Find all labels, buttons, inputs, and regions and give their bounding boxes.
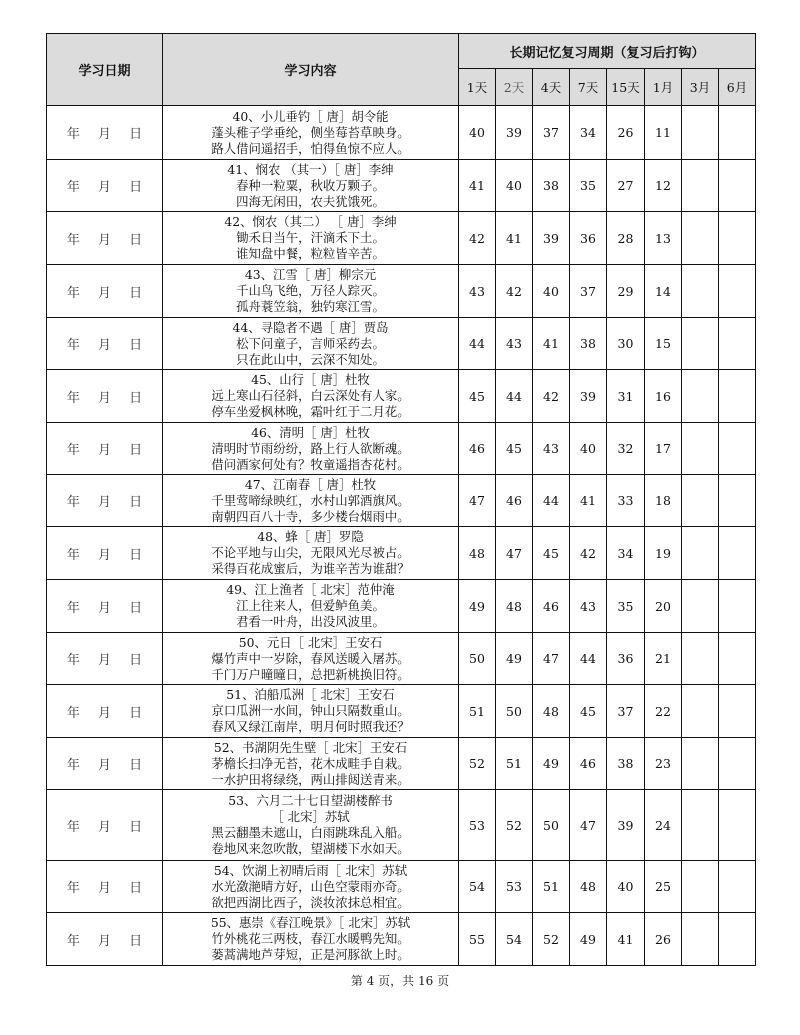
review-check-cell[interactable]: 53 xyxy=(459,790,496,861)
poem-title: 47、江南春［ 唐］杜牧 xyxy=(244,476,377,492)
table-row xyxy=(47,861,756,913)
poem-title: 51、泊船瓜洲［ 北宋］王安石 xyxy=(226,687,395,702)
review-check-cell[interactable]: 11 xyxy=(645,106,682,160)
review-check-cell[interactable] xyxy=(682,861,719,913)
poem-line: 千门万户曈曈日，总把新桃换旧符。 xyxy=(211,666,410,682)
poem-line: 君看一叶舟，出没风波里。 xyxy=(236,614,385,629)
review-check-cell[interactable]: 27 xyxy=(607,160,645,212)
poem-content-cell xyxy=(163,913,459,966)
date-cell[interactable]: 年 月 日 xyxy=(47,475,163,527)
table-row xyxy=(47,423,756,475)
poem-title: 53、六月二十七日望湖楼醉书 xyxy=(228,793,393,808)
review-check-cell[interactable]: 44 xyxy=(496,370,533,423)
table-row xyxy=(47,475,756,527)
review-check-cell[interactable]: 33 xyxy=(607,475,645,527)
review-check-cell[interactable]: 42 xyxy=(459,212,496,265)
poem-line: 松下问童子，言师采药去。 xyxy=(236,335,385,351)
review-check-cell[interactable]: 42 xyxy=(570,527,607,580)
review-check-cell[interactable] xyxy=(682,685,719,738)
review-check-cell[interactable]: 39 xyxy=(607,790,645,861)
review-check-cell[interactable] xyxy=(719,106,756,160)
review-check-cell[interactable] xyxy=(719,265,756,318)
review-check-cell[interactable] xyxy=(682,423,719,475)
poem-line: 一水护田将绿绕，两山排闼送青来。 xyxy=(211,771,410,787)
poem-content-cell xyxy=(163,212,459,265)
review-check-cell[interactable] xyxy=(682,212,719,265)
poem-content-cell xyxy=(163,423,459,475)
table-row xyxy=(47,633,756,685)
date-cell[interactable]: 年 月 日 xyxy=(47,370,163,423)
header-period-3m: 3月 xyxy=(682,69,719,106)
table-row xyxy=(47,790,756,861)
review-check-cell[interactable]: 46 xyxy=(496,475,533,527)
review-check-cell[interactable] xyxy=(682,265,719,318)
review-check-cell[interactable]: 39 xyxy=(496,106,533,160)
review-check-cell[interactable] xyxy=(719,160,756,212)
review-check-cell[interactable]: 40 xyxy=(496,160,533,212)
poem-line: 黑云翻墨未遮山，白雨跳珠乱入船。 xyxy=(211,825,410,840)
review-check-cell[interactable]: 41 xyxy=(607,913,645,966)
review-check-cell[interactable]: 30 xyxy=(607,318,645,370)
review-check-cell[interactable]: 48 xyxy=(459,527,496,580)
poem-title: 52、书湖阴先生壁［ 北宋］王安石 xyxy=(213,739,408,755)
review-check-cell[interactable]: 29 xyxy=(607,265,645,318)
review-check-cell[interactable]: 45 xyxy=(570,685,607,738)
poem-title: 46、清明［ 唐］杜牧 xyxy=(251,424,370,440)
table-row xyxy=(47,527,756,580)
review-check-cell[interactable]: 38 xyxy=(570,318,607,370)
review-check-cell[interactable]: 51 xyxy=(496,738,533,790)
review-check-cell[interactable] xyxy=(719,527,756,580)
review-check-cell[interactable] xyxy=(719,633,756,685)
poem-line: 茅檐长扫净无苔，花木成畦手自栽。 xyxy=(211,755,410,771)
table-row xyxy=(47,212,756,265)
poem-line: 孤舟蓑笠翁，独钓寒江雪。 xyxy=(236,299,385,314)
review-check-cell[interactable]: 48 xyxy=(570,861,607,913)
review-check-cell[interactable]: 41 xyxy=(570,475,607,527)
review-check-cell[interactable]: 34 xyxy=(607,527,645,580)
table-row xyxy=(47,580,756,633)
review-check-cell[interactable]: 44 xyxy=(533,475,570,527)
poem-content-cell xyxy=(163,633,459,685)
review-check-cell[interactable] xyxy=(719,738,756,790)
review-check-cell[interactable] xyxy=(682,790,719,861)
review-check-cell[interactable] xyxy=(682,738,719,790)
poem-line: 春种一粒粟，秋收万颗子。 xyxy=(236,177,385,193)
poem-title: 41、悯农 （其一）［ 唐］李绅 xyxy=(227,161,394,177)
review-check-cell[interactable]: 39 xyxy=(533,212,570,265)
review-check-cell[interactable]: 45 xyxy=(533,527,570,580)
review-check-cell[interactable] xyxy=(719,685,756,738)
review-check-cell[interactable]: 50 xyxy=(533,790,570,861)
review-check-cell[interactable]: 17 xyxy=(645,423,682,475)
poem-line: 远上寒山石径斜，白云深处有人家。 xyxy=(211,388,410,403)
poem-line: 借问酒家何处有？牧童遥指杏花村。 xyxy=(211,456,410,472)
review-check-cell[interactable]: 46 xyxy=(533,580,570,633)
date-cell[interactable]: 年 月 日 xyxy=(47,738,163,790)
poem-line: 采得百花成蜜后，为谁辛苦为谁甜？ xyxy=(211,561,410,576)
review-check-cell[interactable] xyxy=(719,212,756,265)
table-body xyxy=(47,106,756,966)
review-check-cell[interactable]: 49 xyxy=(496,633,533,685)
review-check-cell[interactable]: 46 xyxy=(570,738,607,790)
review-check-cell[interactable]: 22 xyxy=(645,685,682,738)
review-schedule-table xyxy=(46,33,756,966)
date-cell[interactable]: 年 月 日 xyxy=(47,106,163,160)
poem-content-cell xyxy=(163,475,459,527)
review-check-cell[interactable]: 31 xyxy=(607,370,645,423)
review-check-cell[interactable]: 34 xyxy=(570,106,607,160)
poem-title: 55、惠崇《春江晚景》［ 北宋］苏轼 xyxy=(210,915,411,930)
poem-line: 停车坐爱枫林晚，霜叶红于二月花。 xyxy=(211,404,410,419)
poem-line: 只在此山中，云深不知处。 xyxy=(236,351,385,367)
poem-content-cell xyxy=(163,160,459,212)
review-check-cell[interactable]: 51 xyxy=(533,861,570,913)
poem-line: 江上往来人，但爱鲈鱼美。 xyxy=(236,598,385,613)
date-cell[interactable]: 年 月 日 xyxy=(47,318,163,370)
review-check-cell[interactable]: 37 xyxy=(570,265,607,318)
review-check-cell[interactable] xyxy=(682,580,719,633)
table-row xyxy=(47,160,756,212)
header-period-15d: 15天 xyxy=(607,69,645,106)
review-check-cell[interactable]: 41 xyxy=(496,212,533,265)
review-check-cell[interactable]: 39 xyxy=(570,370,607,423)
poem-line: 路人借问遥招手，怕得鱼惊不应人。 xyxy=(211,140,410,156)
review-check-cell[interactable]: 45 xyxy=(459,370,496,423)
review-check-cell[interactable]: 14 xyxy=(645,265,682,318)
review-check-cell[interactable]: 48 xyxy=(533,685,570,738)
review-check-cell[interactable]: 21 xyxy=(645,633,682,685)
review-check-cell[interactable] xyxy=(682,527,719,580)
poem-line: 不论平地与山尖，无限风光尽被占。 xyxy=(211,545,410,560)
poem-content-cell xyxy=(163,861,459,913)
poem-line: 四海无闲田，农夫犹饿死。 xyxy=(236,193,385,209)
review-check-cell[interactable]: 37 xyxy=(533,106,570,160)
review-check-cell[interactable]: 47 xyxy=(496,527,533,580)
poem-title: 43、江雪［ 唐］柳宗元 xyxy=(244,267,377,282)
review-check-cell[interactable] xyxy=(719,475,756,527)
poem-line: 蒌蒿满地芦芽短，正是河豚欲上时。 xyxy=(211,947,410,962)
review-check-cell[interactable]: 20 xyxy=(645,580,682,633)
review-check-cell[interactable] xyxy=(682,106,719,160)
poem-title: 48、蜂［ 唐］罗隐 xyxy=(257,529,364,544)
poem-line: 千里莺啼绿映红，水村山郭酒旗风。 xyxy=(211,492,410,508)
review-check-cell[interactable]: 43 xyxy=(496,318,533,370)
header-study-content: 学习内容 xyxy=(163,34,459,106)
review-check-cell[interactable] xyxy=(682,370,719,423)
review-check-cell[interactable]: 49 xyxy=(533,738,570,790)
poem-line: 竹外桃花三两枝，春江水暖鸭先知。 xyxy=(211,931,410,946)
poem-content-cell xyxy=(163,370,459,423)
review-check-cell[interactable]: 44 xyxy=(570,633,607,685)
review-check-cell[interactable]: 49 xyxy=(570,913,607,966)
table-row xyxy=(47,370,756,423)
review-check-cell[interactable]: 18 xyxy=(645,475,682,527)
review-check-cell[interactable]: 36 xyxy=(570,212,607,265)
review-check-cell[interactable]: 26 xyxy=(645,913,682,966)
review-check-cell[interactable]: 28 xyxy=(607,212,645,265)
review-check-cell[interactable] xyxy=(682,633,719,685)
poem-line: 谁知盘中餐，粒粒皆辛苦。 xyxy=(236,246,385,261)
date-cell[interactable]: 年 月 日 xyxy=(47,790,163,861)
review-check-cell[interactable] xyxy=(719,790,756,861)
review-check-cell[interactable] xyxy=(719,913,756,966)
poem-content-cell xyxy=(163,106,459,160)
header-period-1m: 1月 xyxy=(645,69,682,106)
review-check-cell[interactable]: 32 xyxy=(607,423,645,475)
poem-content-cell xyxy=(163,685,459,738)
header-study-date: 学习日期 xyxy=(47,34,163,106)
poem-title: 44、寻隐者不遇［ 唐］贾岛 xyxy=(232,319,389,335)
review-check-cell[interactable]: 41 xyxy=(459,160,496,212)
review-check-cell[interactable]: 13 xyxy=(645,212,682,265)
review-check-cell[interactable]: 43 xyxy=(459,265,496,318)
review-check-cell[interactable]: 53 xyxy=(496,861,533,913)
review-check-cell[interactable]: 45 xyxy=(496,423,533,475)
review-check-cell[interactable]: 49 xyxy=(459,580,496,633)
review-check-cell[interactable]: 40 xyxy=(570,423,607,475)
review-check-cell[interactable]: 52 xyxy=(459,738,496,790)
review-check-cell[interactable]: 40 xyxy=(459,106,496,160)
poem-line: 清明时节雨纷纷，路上行人欲断魂。 xyxy=(211,440,410,456)
review-check-cell[interactable]: 52 xyxy=(496,790,533,861)
review-check-cell[interactable]: 41 xyxy=(533,318,570,370)
date-cell[interactable]: 年 月 日 xyxy=(47,633,163,685)
poem-title: 49、江上渔者［ 北宋］范仲淹 xyxy=(226,582,395,597)
poem-content-cell xyxy=(163,527,459,580)
date-cell[interactable]: 年 月 日 xyxy=(47,423,163,475)
review-check-cell[interactable]: 51 xyxy=(459,685,496,738)
poem-line: 锄禾日当午，汗滴禾下土。 xyxy=(236,230,385,245)
review-check-cell[interactable]: 43 xyxy=(533,423,570,475)
poem-line: 春风又绿江南岸，明月何时照我还？ xyxy=(211,719,410,734)
review-check-cell[interactable]: 42 xyxy=(496,265,533,318)
review-check-cell[interactable] xyxy=(719,861,756,913)
table-row xyxy=(47,318,756,370)
date-cell[interactable]: 年 月 日 xyxy=(47,685,163,738)
date-cell[interactable]: 年 月 日 xyxy=(47,580,163,633)
review-check-cell[interactable]: 19 xyxy=(645,527,682,580)
review-check-cell[interactable] xyxy=(719,318,756,370)
review-check-cell[interactable]: 25 xyxy=(645,861,682,913)
review-check-cell[interactable] xyxy=(682,913,719,966)
date-cell[interactable]: 年 月 日 xyxy=(47,160,163,212)
review-check-cell[interactable]: 47 xyxy=(533,633,570,685)
table-row xyxy=(47,106,756,160)
date-cell[interactable]: 年 月 日 xyxy=(47,913,163,966)
poem-line: ［ 北宋］苏轼 xyxy=(271,809,350,824)
poem-title: 45、山行［ 唐］杜牧 xyxy=(251,372,370,387)
poem-content-cell xyxy=(163,265,459,318)
table-row xyxy=(47,265,756,318)
poem-line: 卷地风来忽吹散，望湖楼下水如天。 xyxy=(211,841,410,856)
review-check-cell[interactable]: 40 xyxy=(533,265,570,318)
page-number-footer: 第 4 页，共 16 页 xyxy=(350,974,450,988)
review-check-cell[interactable]: 12 xyxy=(645,160,682,212)
review-check-cell[interactable]: 16 xyxy=(645,370,682,423)
table-row xyxy=(47,913,756,966)
table-row xyxy=(47,738,756,790)
review-check-cell[interactable]: 55 xyxy=(459,913,496,966)
poem-line: 蓬头稚子学垂纶，侧坐莓苔草映身。 xyxy=(211,124,410,140)
review-check-cell[interactable]: 38 xyxy=(533,160,570,212)
date-cell[interactable]: 年 月 日 xyxy=(47,265,163,318)
poem-title: 54、饮湖上初晴后雨［ 北宋］苏轼 xyxy=(213,862,408,878)
review-check-cell[interactable]: 38 xyxy=(607,738,645,790)
review-check-cell[interactable]: 43 xyxy=(570,580,607,633)
review-check-cell[interactable]: 47 xyxy=(459,475,496,527)
poem-line: 爆竹声中一岁除，春风送暖入屠苏。 xyxy=(211,650,410,666)
header-period-7d: 7天 xyxy=(570,69,607,106)
review-check-cell[interactable]: 54 xyxy=(459,861,496,913)
poem-title: 40、小儿垂钓［ 唐］胡令能 xyxy=(232,108,389,124)
poem-content-cell xyxy=(163,790,459,861)
poem-line: 千山鸟飞绝，万径人踪灭。 xyxy=(236,283,385,298)
review-check-cell[interactable]: 35 xyxy=(607,580,645,633)
date-cell[interactable]: 年 月 日 xyxy=(47,527,163,580)
review-check-cell[interactable] xyxy=(719,370,756,423)
review-check-cell[interactable]: 40 xyxy=(607,861,645,913)
review-check-cell[interactable]: 24 xyxy=(645,790,682,861)
review-check-cell[interactable] xyxy=(682,475,719,527)
review-check-cell[interactable]: 23 xyxy=(645,738,682,790)
review-check-cell[interactable]: 37 xyxy=(607,685,645,738)
review-check-cell[interactable]: 50 xyxy=(496,685,533,738)
header-period-4d: 4天 xyxy=(533,69,570,106)
review-check-cell[interactable]: 35 xyxy=(570,160,607,212)
review-check-cell[interactable]: 36 xyxy=(607,633,645,685)
review-check-cell[interactable]: 44 xyxy=(459,318,496,370)
review-check-cell[interactable] xyxy=(682,160,719,212)
poem-content-cell xyxy=(163,738,459,790)
header-period-6m: 6月 xyxy=(719,69,756,106)
header-period-2d: 2天 xyxy=(496,69,533,106)
date-cell[interactable]: 年 月 日 xyxy=(47,861,163,913)
poem-line: 南朝四百八十寺，多少楼台烟雨中。 xyxy=(211,508,410,524)
review-check-cell[interactable]: 48 xyxy=(496,580,533,633)
header-period-1d: 1天 xyxy=(459,69,496,106)
date-cell[interactable]: 年 月 日 xyxy=(47,212,163,265)
review-check-cell[interactable] xyxy=(719,580,756,633)
poem-line: 欲把西湖比西子，淡妆浓抹总相宜。 xyxy=(211,894,410,910)
poem-content-cell xyxy=(163,318,459,370)
poem-title: 42、悯农（其二） ［ 唐］李绅 xyxy=(224,214,397,229)
review-check-cell[interactable]: 26 xyxy=(607,106,645,160)
header-review-period-group: 长期记忆复习周期（复习后打钩） xyxy=(459,34,756,69)
review-check-cell[interactable]: 46 xyxy=(459,423,496,475)
poem-title: 50、元日［ 北宋］王安石 xyxy=(238,634,383,650)
poem-content-cell xyxy=(163,580,459,633)
review-check-cell[interactable] xyxy=(719,423,756,475)
poem-line: 京口瓜洲一水间，钟山只隔数重山。 xyxy=(211,703,410,718)
poem-line: 水光潋滟晴方好，山色空蒙雨亦奇。 xyxy=(211,878,410,894)
review-check-cell[interactable]: 52 xyxy=(533,913,570,966)
table-row xyxy=(47,685,756,738)
review-check-cell[interactable]: 47 xyxy=(570,790,607,861)
review-check-cell[interactable]: 50 xyxy=(459,633,496,685)
review-check-cell[interactable]: 42 xyxy=(533,370,570,423)
review-check-cell[interactable]: 54 xyxy=(496,913,533,966)
review-check-cell[interactable] xyxy=(682,318,719,370)
review-check-cell[interactable]: 15 xyxy=(645,318,682,370)
